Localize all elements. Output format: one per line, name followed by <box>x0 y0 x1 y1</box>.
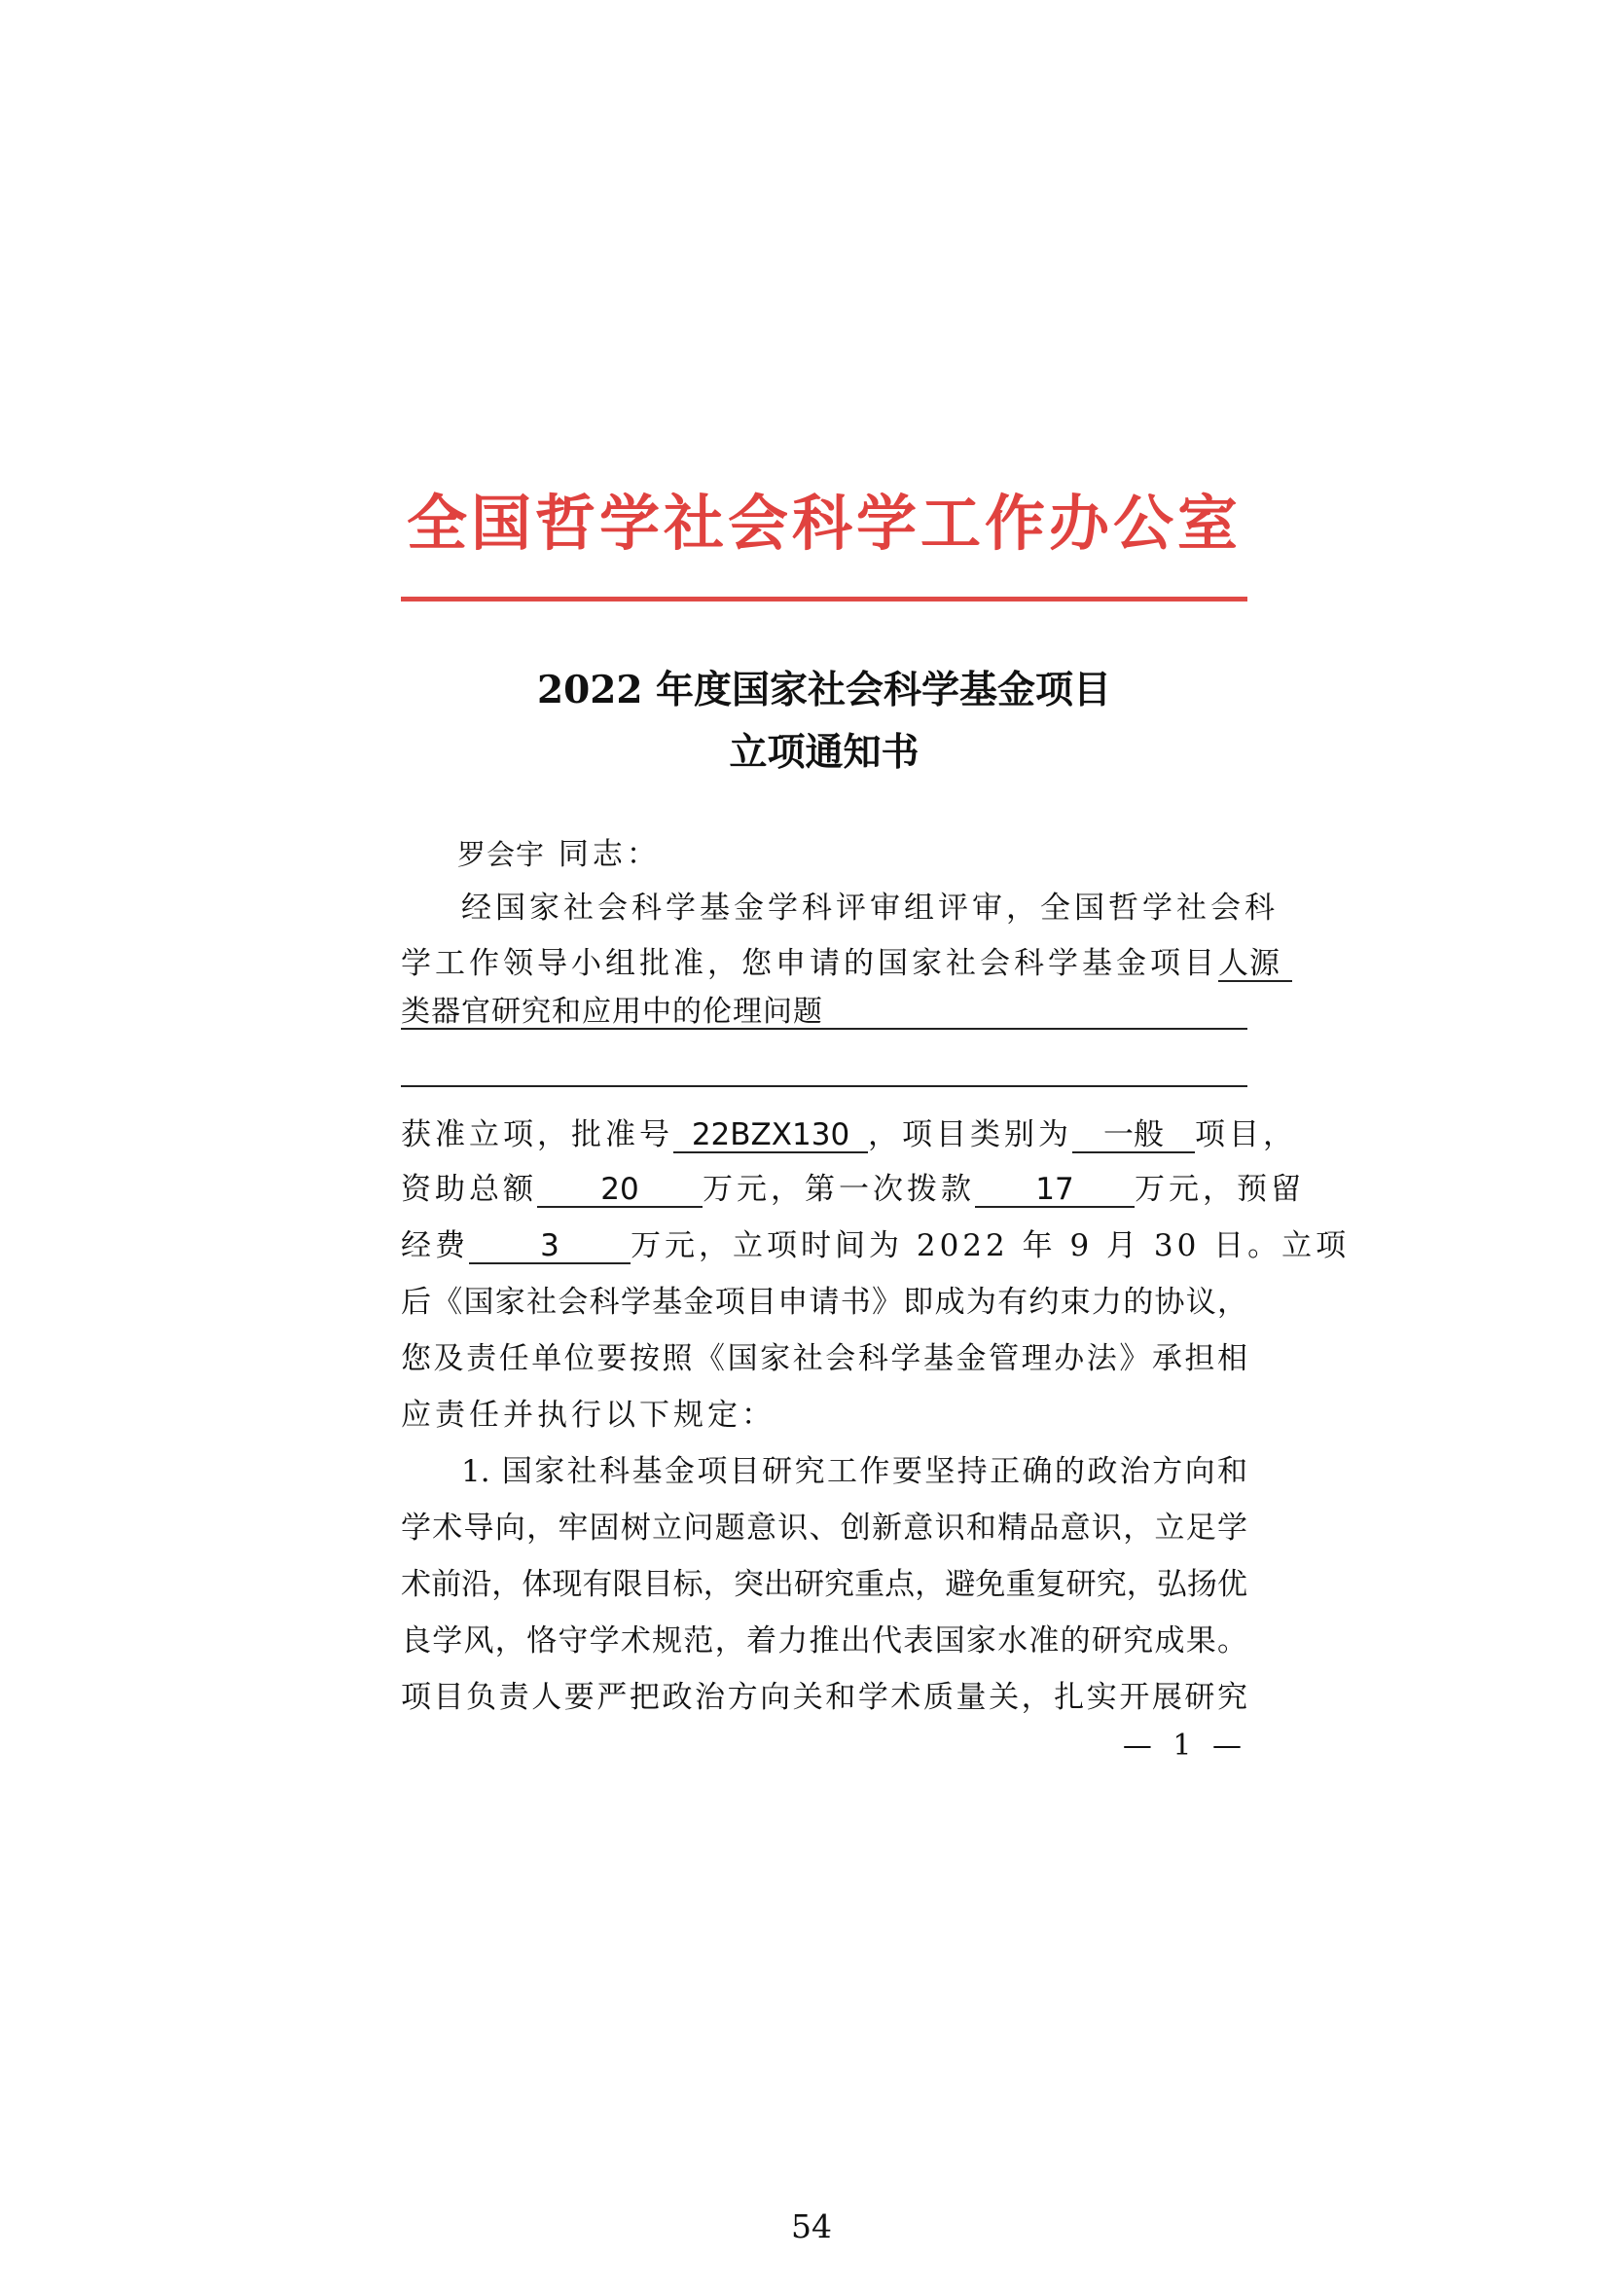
project-category-field: 一般 <box>1072 1118 1195 1153</box>
approval-line <box>401 1110 1297 1153</box>
first-payment-field: 17 <box>975 1173 1135 1208</box>
label-text: 获准立项，批准号 <box>401 1117 673 1152</box>
recipient-name: 罗会宇 <box>457 838 546 871</box>
approval-number-field: 22BZX130 <box>673 1118 868 1153</box>
paragraph-line: 经国家社会科学基金学科评审组评审，全国哲学社会科 <box>461 891 1279 926</box>
paragraph-line: 术前沿，体现有限目标，突出研究重点，避免重复研究，弘扬优 <box>401 1567 1247 1602</box>
label-text: 资助总额 <box>401 1172 537 1207</box>
label-text: 万元，预留 <box>1135 1172 1305 1207</box>
paragraph-line: 后《国家社会科学基金项目申请书》即成为有约束力的协议， <box>401 1285 1247 1320</box>
header-red-rule <box>401 597 1247 601</box>
funding-line <box>401 1164 1305 1208</box>
issuing-office-title: 全国哲学社会科学工作办公室 <box>406 488 1242 559</box>
paragraph-line: 项目负责人要严把政治方向关和学术质量关，扎实开展研究 <box>401 1680 1247 1715</box>
blank-underline <box>401 1028 1247 1030</box>
paragraph-line: 您及责任单位要按照《国家社会科学基金管理办法》承担相 <box>401 1341 1247 1376</box>
reserve-line <box>401 1221 1351 1264</box>
salutation <box>457 829 1304 873</box>
label-text: ，项目类别为 <box>868 1117 1072 1152</box>
salutation-suffix: 同志： <box>558 837 661 872</box>
label-text: 万元，立项时间为 2022 年 9 月 30 日。立项 <box>631 1228 1351 1263</box>
label-text: 万元，第一次拨款 <box>703 1172 975 1207</box>
inner-page-marker: — 1 — <box>1122 1729 1247 1763</box>
label-text: 项目， <box>1195 1117 1297 1152</box>
project-title-continuation: 类器官研究和应用中的伦理问题 <box>401 995 823 1029</box>
paragraph-line: 1. 国家社科基金项目研究工作要坚持正确的政治方向和 <box>461 1454 1247 1489</box>
reserve-amount-field: 3 <box>469 1229 631 1264</box>
paragraph-text: 学工作领导小组批准，您申请的国家社会科学基金项目 <box>401 946 1218 981</box>
document-title-line1: 2022 年度国家社会科学基金项目 <box>536 668 1112 712</box>
paragraph-line: 良学风，恪守学术规范，着力推出代表国家水准的研究成果。 <box>401 1623 1247 1658</box>
project-title-field: 人源 <box>1218 947 1292 982</box>
funding-total-field: 20 <box>537 1173 703 1208</box>
blank-underline <box>401 1085 1247 1087</box>
paragraph-line: 学术导向，牢固树立问题意识、创新意识和精品意识，立足学 <box>401 1511 1247 1546</box>
paragraph-line: 应责任并执行以下规定： <box>401 1398 775 1433</box>
paragraph-line <box>401 938 1280 982</box>
label-text: 经费 <box>401 1228 469 1263</box>
document-title-line2: 立项通知书 <box>729 730 920 775</box>
page-number: 54 <box>791 2207 832 2245</box>
